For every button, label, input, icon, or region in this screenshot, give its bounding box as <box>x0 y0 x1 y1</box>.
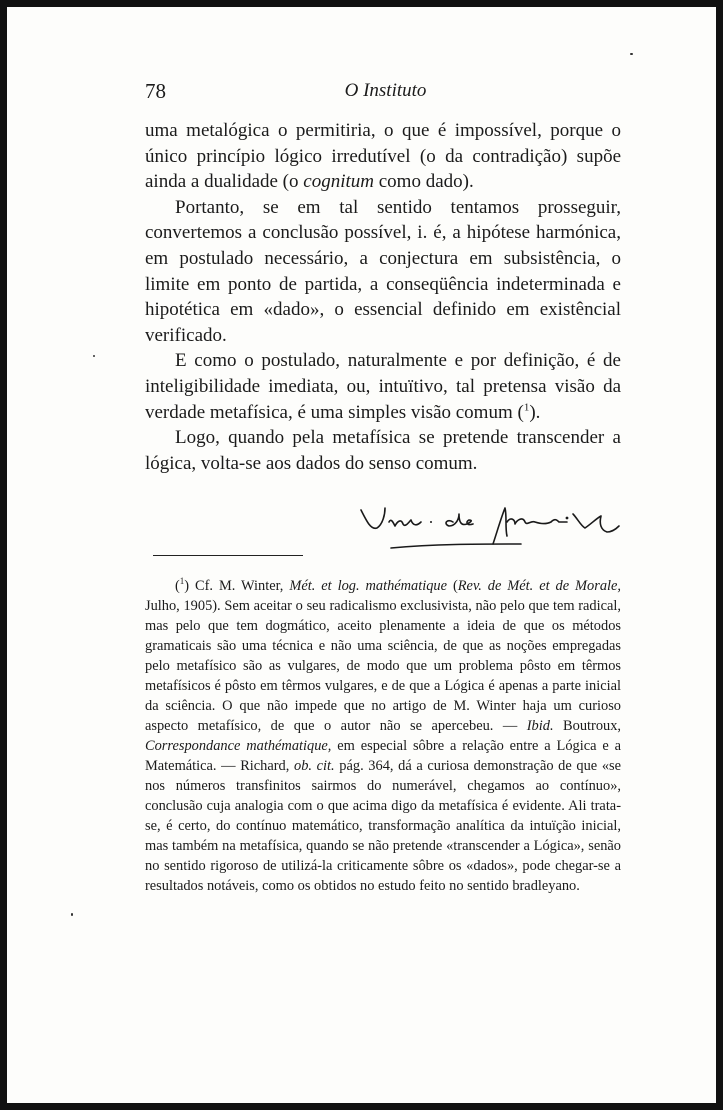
italic-text: cognitum <box>303 171 374 193</box>
italic-text: Rev. de Mét. et de Morale, <box>457 578 622 594</box>
paper-speck <box>93 355 95 357</box>
text-run: E como o postulado, naturalmente e por definição, é de inteligibilidade imediata, ou, intuïtivo, tal pretensa visão da verdade metafísica, é uma simples visão comum ( <box>145 350 621 423</box>
paper-speck <box>630 53 633 55</box>
text-run: como dado). <box>373 171 474 193</box>
running-header <box>145 75 626 107</box>
italic-text: Mét. et log. mathématique <box>289 578 448 594</box>
paper-speck <box>71 913 73 916</box>
page-number: 78 <box>145 79 166 103</box>
text-run: ( <box>175 578 180 594</box>
journal-title: O Instituto <box>344 80 427 101</box>
handwritten-signature <box>355 492 635 552</box>
text-run: Logo, quando pela metafísica se pretende transcender a lógica, volta-se aos dados do senso comum. <box>145 427 621 474</box>
footnote <box>145 576 621 896</box>
text-run: ( <box>447 578 458 594</box>
italic-text: Correspondance mathématique, <box>145 738 332 754</box>
footnote-paragraph <box>145 576 621 896</box>
text-run: ) Cf. M. Winter, <box>184 578 290 594</box>
text-run: Boutroux, <box>553 718 621 734</box>
italic-text: ob. cit. <box>294 758 335 774</box>
paragraph <box>145 348 621 425</box>
text-run: Portanto, se em tal sentido tentamos prosseguir, convertemos a conclusão possível, i. é, a hipótese harmónica, em postulado necessário, a conjectura em subsistência, o limite em ponto de partida, a conseqüência indeterminada e hipotética em «dado», o essencial definido em existêncial verificado. <box>145 196 621 346</box>
paragraph <box>145 118 621 195</box>
paragraph <box>145 195 621 349</box>
text-run: Julho, 1905). Sem aceitar o seu radicalismo exclusivista, não pelo que tem radical, mas pelo que tem dogmático, aceito plenamente a ideia de que os métodos gramaticais são uma técnica e não uma sciência, de que as noções empregadas pelo metafísico são as vulgares, de modo que um problema pôsto em têrmos metafísicos é pôsto em têrmos vulgares, e de que a Lógica é apenas a parte inicial da sciência. O que não impede que no artigo de M. Winter haja um curioso aspecto metafísico, de que o autor não se apercebeu. — <box>145 598 621 734</box>
footnote-separator <box>153 555 303 556</box>
text-run: uma metalógica o permitiria, o que é impossível, porque o único princípio lógico irredutível (o da contradição) supõe ainda a dualidade (o <box>145 120 621 193</box>
italic-text: Ibid. <box>526 718 554 734</box>
body-text <box>145 118 621 476</box>
footnote-marker: 1 <box>179 576 185 587</box>
text-run: ). <box>529 401 541 423</box>
text-run: em especial sôbre a relação entre a Lógica e a Matemática. — Richard, <box>145 738 621 774</box>
book-page <box>7 7 716 1103</box>
footnote-marker: 1 <box>523 401 530 414</box>
text-run: pág. 364, dá a curiosa demonstração de que «se nos números transfinitos sairmos do numerável, chegamos ao contínuo», conclusão cuja analogia com o que acima digo da metafísica é evidente. Ali trata-se, é certo, do contínuo matemático, transformação analítica da intuïção inicial, mas também na metafísica, quando se não pretende «transcender a Lógica», senão no sentido rigoroso de utilizá-la criticamente sôbre os «dados», pode chegar-se a resultados notáveis, como os obtidos no estudo feito no sentido bradleyano. <box>145 758 622 894</box>
paragraph <box>145 425 621 476</box>
